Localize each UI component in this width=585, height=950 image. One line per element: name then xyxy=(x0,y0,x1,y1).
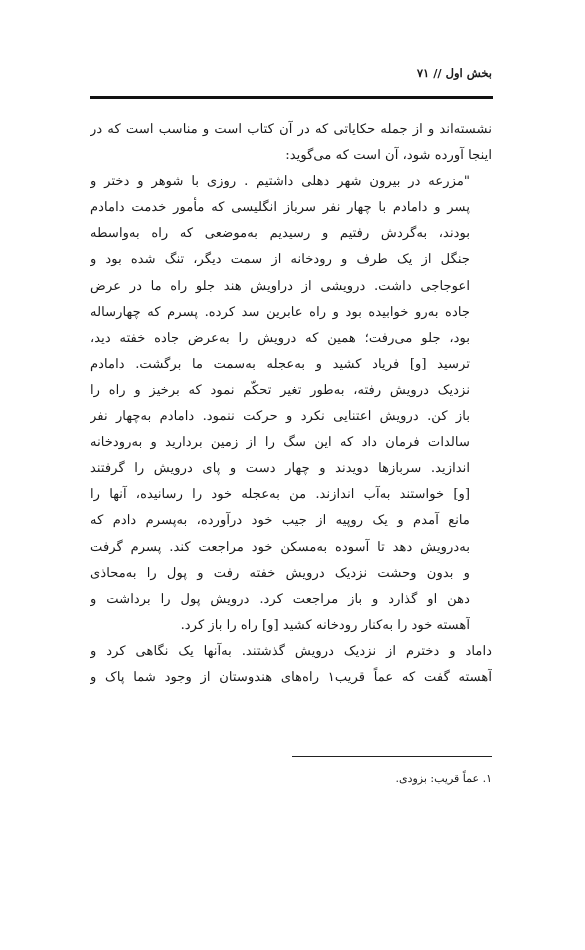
quote-line: به‌درویش دهد تا آسوده به‌مسکن خود مراجعت کند. پسرم گرفت xyxy=(90,539,470,555)
quote-line: بودند، به‌گردش رفتیم و رسیدیم به‌موضعی که راه به‌واسطه xyxy=(90,226,470,242)
footnote: ۱. عماً قریب: بزودی. xyxy=(395,772,492,785)
quote-line: نزدیک درویش رفته، به‌طور تغیر تحکّم نمود که برخیز و راه را xyxy=(90,382,470,398)
quote-line: پسر و دامادم با چهار نفر سرباز انگلیسی که مأمور خدمت دامادم xyxy=(90,200,470,216)
quote-line: آهسته خود را به‌کنار رودخانه کشید [و] راه را باز کرد. xyxy=(180,617,470,633)
quote-line: "مزرعه در بیرون شهر دهلی داشتیم . روزی با شوهر و دختر و xyxy=(90,174,470,190)
page-body xyxy=(90,117,492,691)
header-rule xyxy=(90,96,493,99)
body-line: آهسته گفت که عماً قریب۱ راه‌های هندوستان از وجود شما پاک و xyxy=(90,669,492,685)
body-line: نشسته‌اند و از جمله حکایاتی که در آن کتاب است و مناسب است که در xyxy=(90,122,492,137)
quote-paragraph xyxy=(90,169,492,639)
footnote-rule xyxy=(292,756,492,757)
intro-paragraph xyxy=(90,117,492,169)
quote-line: [و] خواستند به‌آب اندازند. من به‌عجله خود را رسانیده، آنها را xyxy=(90,487,470,503)
body-line: اینجا آورده شود، آن است که می‌گوید: xyxy=(285,148,492,164)
quote-line: باز کن. درویش اعتنایی نکرد و حرکت ننمود. دامادم به‌چهار نفر xyxy=(90,409,470,425)
quote-line: سالدات فرمان داد که این سگ را از زمین بردارید و به‌رودخانه xyxy=(90,435,470,451)
quote-line: اندازید. سربازها دویدند و چهار دست و پای درویش را گرفتند xyxy=(90,461,470,477)
quote-line: جنگل از یک طرف و رودخانه از سمت دیگر، تنگ شده بود و xyxy=(90,252,470,268)
running-head: بخش اول // ۷۱ xyxy=(416,66,492,80)
quote-line: و بدون وحشت نزدیک درویش خفته رفت و پول را به‌محاذی xyxy=(90,565,470,581)
quote-line: اعوجاجی داشت. درویشی از دراویش هند جلو راه ما در عرض xyxy=(90,278,470,294)
quote-line: مانع آمدم و یک روپیه از جیب خود درآورده، به‌پسرم دادم که xyxy=(90,513,470,529)
quote-line: دهن او گذارد و باز مراجعت کرد. درویش پول را برداشت و xyxy=(90,591,470,607)
quote-line: بود، جلو می‌رفت؛ همین که درویش را به‌عرض جاده خفته دید، xyxy=(90,330,470,346)
quote-line: ترسید [و] فریاد کشید و به‌عجله به‌سمت ما برگشت. دامادم xyxy=(90,356,470,372)
quote-line: جاده به‌رو خوابیده بود و راه عابرین سد کرده. پسرم که چهارساله xyxy=(90,304,470,320)
body-line: داماد و دخترم از نزدیک درویش گذشتند. به‌آنها یک نگاهی کرد و xyxy=(90,643,492,659)
closing-paragraph xyxy=(90,639,492,691)
